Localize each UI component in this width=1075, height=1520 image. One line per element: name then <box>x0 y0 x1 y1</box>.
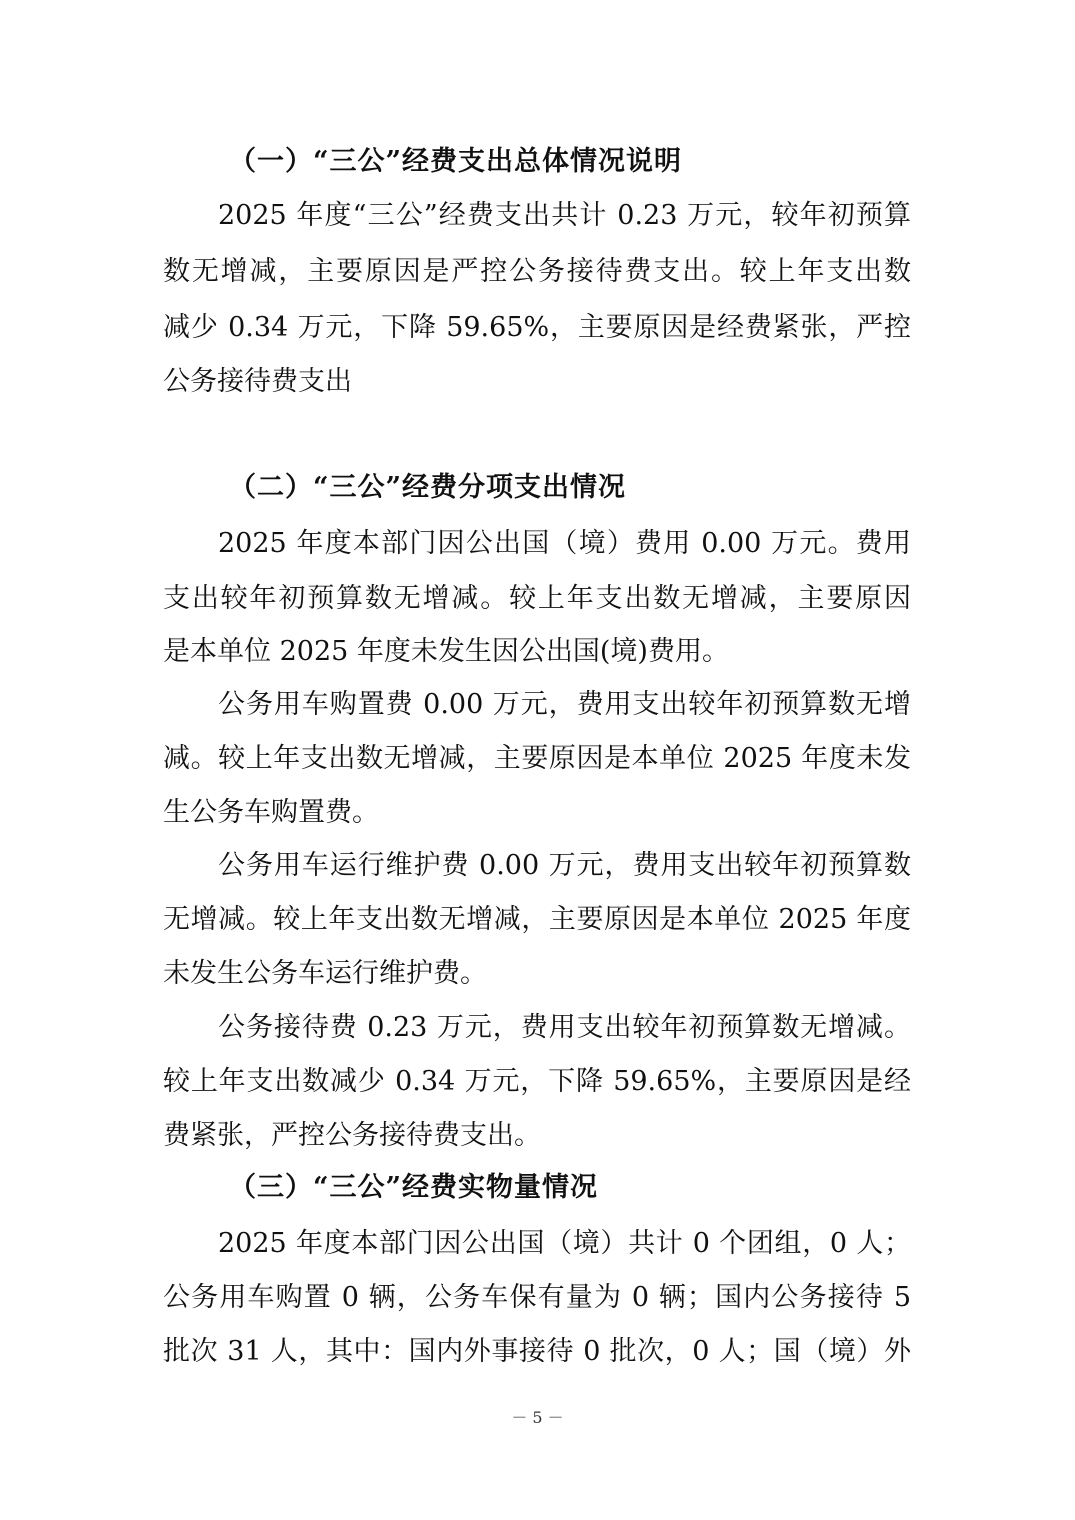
section2-para4-line-1: 公务接待费 0.23 万元，费用支出较年初预算数无增减。 <box>218 1012 911 1043</box>
section2-para4-line-2: 较上年支出数减少 0.34 万元，下降 59.65%，主要原因是经 <box>163 1066 911 1097</box>
section2-para2-line-2: 减。较上年支出数无增减，主要原因是本单位 2025 年度未发 <box>163 743 911 774</box>
section2-para1-line-3: 是本单位 2025 年度未发生因公出国(境)费用。 <box>163 636 729 667</box>
section-heading-1: （一）“三公”经费支出总体情况说明 <box>229 146 683 177</box>
section2-para2-line-3: 生公务车购置费。 <box>163 797 379 828</box>
section2-para3-line-3: 未发生公务车运行维护费。 <box>163 958 487 989</box>
section3-line-1: 2025 年度本部门因公出国（境）共计 0 个团组，0 人； <box>218 1228 911 1259</box>
section-heading-3: （三）“三公”经费实物量情况 <box>229 1172 599 1203</box>
section2-para2-line-1: 公务用车购置费 0.00 万元，费用支出较年初预算数无增 <box>218 689 911 720</box>
section2-para3-line-2: 无增减。较上年支出数无增减，主要原因是本单位 2025 年度 <box>163 904 911 935</box>
section1-line-4: 公务接待费支出 <box>163 366 352 397</box>
section2-para1-line-1: 2025 年度本部门因公出国（境）费用 0.00 万元。费用 <box>218 528 911 559</box>
section3-line-3: 批次 31 人，其中：国内外事接待 0 批次，0 人；国（境）外 <box>163 1336 911 1367</box>
section3-line-2: 公务用车购置 0 辆，公务车保有量为 0 辆；国内公务接待 5 <box>163 1282 911 1313</box>
section1-line-3: 减少 0.34 万元，下降 59.65%，主要原因是经费紧张，严控 <box>163 312 911 343</box>
section2-para4-line-3: 费紧张，严控公务接待费支出。 <box>163 1120 541 1151</box>
section1-line-1: 2025 年度“三公”经费支出共计 0.23 万元，较年初预算 <box>218 200 911 231</box>
section1-line-2: 数无增减，主要原因是严控公务接待费支出。较上年支出数 <box>163 256 911 287</box>
section2-para3-line-1: 公务用车运行维护费 0.00 万元，费用支出较年初预算数 <box>218 850 911 881</box>
section-heading-2: （二）“三公”经费分项支出情况 <box>229 472 627 503</box>
section2-para1-line-2: 支出较年初预算数无增减。较上年支出数无增减，主要原因 <box>163 583 911 614</box>
page-number: － 5 － <box>511 1408 564 1427</box>
